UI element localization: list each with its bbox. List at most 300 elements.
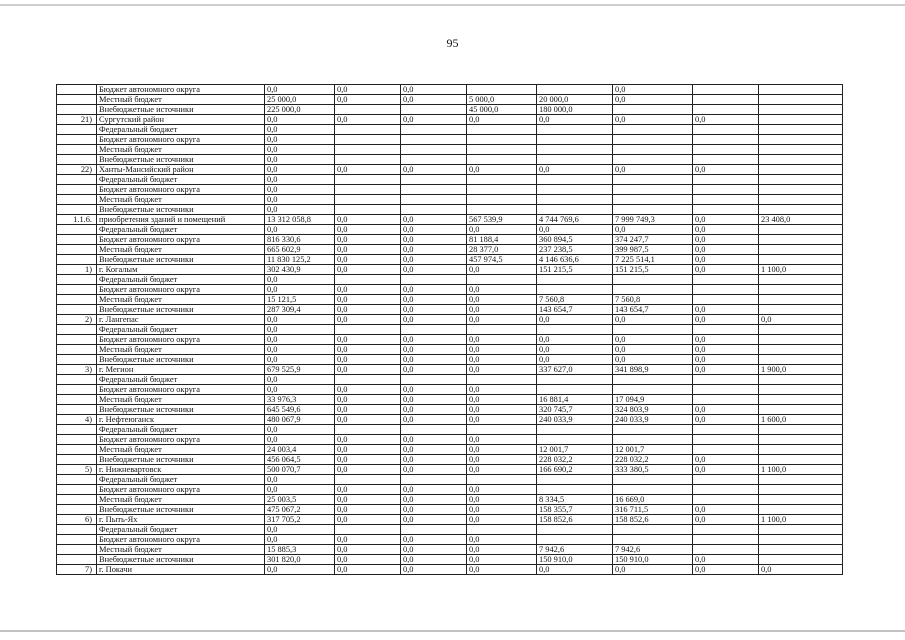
value-cell: 0,0 [335, 435, 401, 445]
value-cell [467, 135, 537, 145]
value-cell [537, 175, 613, 185]
value-cell [537, 435, 613, 445]
table-row [57, 485, 843, 495]
value-cell [613, 155, 693, 165]
value-cell [613, 485, 693, 495]
value-cell [759, 115, 843, 125]
value-cell: 0,0 [335, 395, 401, 405]
value-cell [613, 205, 693, 215]
table-row [57, 245, 843, 255]
value-cell: 1 100,0 [759, 265, 843, 275]
row-index [57, 155, 97, 165]
row-index [57, 505, 97, 515]
value-cell: 240 033,9 [537, 415, 613, 425]
value-cell: 0,0 [401, 495, 467, 505]
value-cell [759, 485, 843, 495]
value-cell [613, 525, 693, 535]
value-cell: 0,0 [467, 385, 537, 395]
value-cell: 150 910,0 [537, 555, 613, 565]
table-row [57, 395, 843, 405]
row-label: г. Когалым [97, 265, 265, 275]
value-cell: 0,0 [335, 355, 401, 365]
table-row [57, 185, 843, 195]
value-cell [335, 155, 401, 165]
table-row [57, 295, 843, 305]
value-cell: 337 627,0 [537, 365, 613, 375]
value-cell [335, 185, 401, 195]
value-cell [335, 425, 401, 435]
value-cell: 0,0 [401, 405, 467, 415]
row-index [57, 555, 97, 565]
value-cell: 0,0 [693, 255, 759, 265]
value-cell: 320 745,7 [537, 405, 613, 415]
table-row [57, 445, 843, 455]
table-row [57, 325, 843, 335]
value-cell: 158 355,7 [537, 505, 613, 515]
value-cell: 0,0 [693, 415, 759, 425]
row-index [57, 425, 97, 435]
table-row [57, 355, 843, 365]
value-cell: 0,0 [467, 365, 537, 375]
value-cell: 0,0 [693, 455, 759, 465]
value-cell: 0,0 [401, 355, 467, 365]
value-cell: 0,0 [693, 305, 759, 315]
value-cell [613, 325, 693, 335]
row-label: Федеральный бюджет [97, 375, 265, 385]
value-cell: 0,0 [335, 535, 401, 545]
value-cell: 0,0 [335, 215, 401, 225]
value-cell: 316 711,5 [613, 505, 693, 515]
value-cell: 0,0 [335, 235, 401, 245]
value-cell [537, 525, 613, 535]
value-cell: 0,0 [265, 525, 335, 535]
value-cell: 0,0 [401, 395, 467, 405]
value-cell: 1 100,0 [759, 515, 843, 525]
value-cell: 11 830 125,2 [265, 255, 335, 265]
value-cell: 0,0 [693, 355, 759, 365]
value-cell: 0,0 [693, 515, 759, 525]
row-index [57, 305, 97, 315]
table-row [57, 335, 843, 345]
value-cell [467, 525, 537, 535]
value-cell [467, 155, 537, 165]
row-label: Внебюджетные источники [97, 255, 265, 265]
row-index [57, 325, 97, 335]
value-cell [693, 155, 759, 165]
row-index [57, 445, 97, 455]
value-cell [759, 335, 843, 345]
table-row [57, 105, 843, 115]
row-label: Местный бюджет [97, 245, 265, 255]
row-label: Бюджет автономного округа [97, 185, 265, 195]
value-cell: 0,0 [265, 315, 335, 325]
value-cell [759, 355, 843, 365]
value-cell: 0,0 [613, 225, 693, 235]
value-cell: 150 910,0 [613, 555, 693, 565]
value-cell [693, 425, 759, 435]
row-index [57, 405, 97, 415]
value-cell [613, 195, 693, 205]
row-index [57, 175, 97, 185]
value-cell [537, 135, 613, 145]
table-row [57, 435, 843, 445]
value-cell: 0,0 [613, 85, 693, 95]
row-index [57, 475, 97, 485]
value-cell [759, 135, 843, 145]
value-cell [759, 125, 843, 135]
value-cell: 0,0 [693, 555, 759, 565]
value-cell: 302 430,9 [265, 265, 335, 275]
value-cell: 0,0 [335, 545, 401, 555]
value-cell: 0,0 [613, 95, 693, 105]
value-cell: 25 003,5 [265, 495, 335, 505]
table-row [57, 165, 843, 175]
row-label: г. Нефтеюганск [97, 415, 265, 425]
table-row [57, 505, 843, 515]
value-cell: 0,0 [335, 315, 401, 325]
value-cell: 0,0 [265, 155, 335, 165]
value-cell [335, 125, 401, 135]
value-cell: 1 900,0 [759, 365, 843, 375]
value-cell [693, 295, 759, 305]
table-row [57, 525, 843, 535]
value-cell [537, 195, 613, 205]
scan-bottom-edge [0, 630, 905, 632]
value-cell [537, 375, 613, 385]
row-label: Федеральный бюджет [97, 425, 265, 435]
table-body [57, 85, 843, 575]
value-cell: 17 094,9 [613, 395, 693, 405]
table-row [57, 365, 843, 375]
value-cell [537, 285, 613, 295]
value-cell: 0,0 [265, 435, 335, 445]
value-cell [759, 225, 843, 235]
value-cell [759, 385, 843, 395]
value-cell: 0,0 [265, 195, 335, 205]
value-cell: 0,0 [537, 565, 613, 575]
value-cell: 475 067,2 [265, 505, 335, 515]
value-cell [613, 125, 693, 135]
value-cell: 0,0 [693, 215, 759, 225]
value-cell [401, 425, 467, 435]
value-cell [693, 485, 759, 495]
value-cell: 0,0 [537, 115, 613, 125]
value-cell: 81 188,4 [467, 235, 537, 245]
value-cell: 0,0 [467, 315, 537, 325]
table-row [57, 475, 843, 485]
value-cell [693, 105, 759, 115]
value-cell: 143 654,7 [537, 305, 613, 315]
row-label: Федеральный бюджет [97, 225, 265, 235]
table-row [57, 305, 843, 315]
value-cell: 0,0 [613, 355, 693, 365]
value-cell [467, 275, 537, 285]
value-cell: 0,0 [265, 165, 335, 175]
value-cell [613, 535, 693, 545]
value-cell: 0,0 [613, 115, 693, 125]
value-cell: 0,0 [401, 555, 467, 565]
value-cell: 0,0 [401, 435, 467, 445]
value-cell: 143 654,7 [613, 305, 693, 315]
value-cell: 7 942,6 [613, 545, 693, 555]
value-cell: 166 690,2 [537, 465, 613, 475]
value-cell: 0,0 [401, 505, 467, 515]
row-index [57, 455, 97, 465]
value-cell: 0,0 [401, 215, 467, 225]
row-label: Сургутский район [97, 115, 265, 125]
scan-top-edge [0, 4, 905, 6]
row-index [57, 235, 97, 245]
row-index: 6) [57, 515, 97, 525]
value-cell: 0,0 [537, 345, 613, 355]
value-cell: 0,0 [401, 115, 467, 125]
value-cell [759, 85, 843, 95]
row-index [57, 285, 97, 295]
value-cell [759, 255, 843, 265]
value-cell: 12 001,7 [613, 445, 693, 455]
row-index [57, 125, 97, 135]
value-cell [693, 205, 759, 215]
value-cell [401, 375, 467, 385]
value-cell [613, 275, 693, 285]
value-cell: 0,0 [335, 85, 401, 95]
value-cell [613, 425, 693, 435]
value-cell [759, 155, 843, 165]
row-label: Местный бюджет [97, 145, 265, 155]
row-index [57, 185, 97, 195]
value-cell [759, 95, 843, 105]
value-cell: 0,0 [401, 565, 467, 575]
value-cell [759, 455, 843, 465]
value-cell [401, 525, 467, 535]
row-index [57, 245, 97, 255]
value-cell: 151 215,5 [613, 265, 693, 275]
value-cell: 816 330,6 [265, 235, 335, 245]
row-index [57, 85, 97, 95]
value-cell: 0,0 [467, 515, 537, 525]
value-cell: 0,0 [401, 545, 467, 555]
table-row [57, 535, 843, 545]
value-cell: 0,0 [693, 365, 759, 375]
table-row [57, 115, 843, 125]
value-cell [759, 535, 843, 545]
value-cell: 15 121,5 [265, 295, 335, 305]
value-cell [335, 195, 401, 205]
page-number: 95 [446, 36, 459, 50]
value-cell [759, 345, 843, 355]
table-row [57, 85, 843, 95]
value-cell [401, 125, 467, 135]
value-cell: 0,0 [759, 565, 843, 575]
value-cell: 24 003,4 [265, 445, 335, 455]
value-cell: 0,0 [335, 485, 401, 495]
row-index: 2) [57, 315, 97, 325]
value-cell: 25 000,0 [265, 95, 335, 105]
row-label: Внебюджетные источники [97, 155, 265, 165]
row-label: г. Нижневартовск [97, 465, 265, 475]
value-cell: 0,0 [265, 475, 335, 485]
value-cell: 1 100,0 [759, 465, 843, 475]
value-cell [467, 475, 537, 485]
row-label: Бюджет автономного округа [97, 485, 265, 495]
row-label: Внебюджетные источники [97, 505, 265, 515]
row-index: 1) [57, 265, 97, 275]
value-cell: 0,0 [335, 245, 401, 255]
value-cell: 4 744 769,6 [537, 215, 613, 225]
row-index: 1.1.6. [57, 215, 97, 225]
value-cell: 0,0 [335, 455, 401, 465]
value-cell [613, 435, 693, 445]
value-cell: 0,0 [401, 305, 467, 315]
value-cell: 0,0 [335, 285, 401, 295]
value-cell: 679 525,9 [265, 365, 335, 375]
value-cell: 0,0 [335, 385, 401, 395]
value-cell: 7 560,8 [537, 295, 613, 305]
value-cell: 457 974,5 [467, 255, 537, 265]
value-cell: 0,0 [335, 495, 401, 505]
value-cell: 7 942,6 [537, 545, 613, 555]
value-cell [759, 105, 843, 115]
value-cell: 0,0 [693, 465, 759, 475]
value-cell [335, 475, 401, 485]
value-cell [467, 375, 537, 385]
value-cell: 0,0 [693, 235, 759, 245]
value-cell: 0,0 [265, 535, 335, 545]
value-cell [401, 135, 467, 145]
value-cell: 0,0 [335, 505, 401, 515]
value-cell: 0,0 [467, 395, 537, 405]
value-cell: 0,0 [613, 345, 693, 355]
value-cell: 0,0 [265, 325, 335, 335]
value-cell [759, 145, 843, 155]
value-cell: 0,0 [467, 435, 537, 445]
value-cell [537, 185, 613, 195]
value-cell [613, 135, 693, 145]
value-cell: 0,0 [693, 405, 759, 415]
value-cell [467, 425, 537, 435]
row-index [57, 275, 97, 285]
value-cell [693, 285, 759, 295]
value-cell: 0,0 [265, 335, 335, 345]
value-cell: 0,0 [467, 455, 537, 465]
value-cell [613, 475, 693, 485]
value-cell: 0,0 [467, 555, 537, 565]
value-cell [759, 195, 843, 205]
row-index [57, 525, 97, 535]
table-row [57, 405, 843, 415]
value-cell [401, 105, 467, 115]
value-cell: 0,0 [401, 265, 467, 275]
table-row [57, 515, 843, 525]
value-cell [693, 375, 759, 385]
row-index [57, 545, 97, 555]
value-cell: 0,0 [613, 565, 693, 575]
value-cell [537, 325, 613, 335]
value-cell: 0,0 [467, 445, 537, 455]
value-cell [335, 105, 401, 115]
value-cell: 0,0 [335, 335, 401, 345]
value-cell: 645 549,6 [265, 405, 335, 415]
row-label: Местный бюджет [97, 95, 265, 105]
table-row [57, 215, 843, 225]
value-cell: 0,0 [693, 505, 759, 515]
table-row [57, 235, 843, 245]
value-cell [693, 435, 759, 445]
value-cell: 228 032,2 [613, 455, 693, 465]
table-row [57, 285, 843, 295]
row-label: г. Лангепас [97, 315, 265, 325]
value-cell: 0,0 [613, 335, 693, 345]
row-index [57, 395, 97, 405]
row-label: г. Покачи [97, 565, 265, 575]
row-label: Бюджет автономного округа [97, 235, 265, 245]
value-cell [401, 275, 467, 285]
value-cell [537, 155, 613, 165]
row-label: приобретения зданий и помещений [97, 215, 265, 225]
row-index [57, 385, 97, 395]
row-label: Местный бюджет [97, 345, 265, 355]
value-cell [759, 245, 843, 255]
value-cell: 0,0 [467, 535, 537, 545]
value-cell [693, 495, 759, 505]
value-cell: 0,0 [693, 565, 759, 575]
value-cell [693, 395, 759, 405]
row-label: Бюджет автономного округа [97, 335, 265, 345]
value-cell: 0,0 [467, 165, 537, 175]
value-cell [693, 475, 759, 485]
value-cell [759, 425, 843, 435]
value-cell [401, 475, 467, 485]
value-cell: 0,0 [613, 165, 693, 175]
value-cell [759, 475, 843, 485]
value-cell: 0,0 [335, 555, 401, 565]
value-cell: 0,0 [401, 245, 467, 255]
table-row [57, 415, 843, 425]
value-cell [759, 325, 843, 335]
value-cell: 665 602,9 [265, 245, 335, 255]
value-cell: 0,0 [401, 365, 467, 375]
value-cell [537, 535, 613, 545]
value-cell: 0,0 [467, 335, 537, 345]
row-index: 7) [57, 565, 97, 575]
value-cell [401, 155, 467, 165]
value-cell: 0,0 [467, 285, 537, 295]
value-cell [537, 275, 613, 285]
row-label: Бюджет автономного округа [97, 135, 265, 145]
row-label: г. Пыть-Ях [97, 515, 265, 525]
value-cell [467, 185, 537, 195]
value-cell [467, 205, 537, 215]
value-cell: 16 669,0 [613, 495, 693, 505]
value-cell: 0,0 [401, 455, 467, 465]
value-cell: 0,0 [401, 255, 467, 265]
value-cell: 5 000,0 [467, 95, 537, 105]
value-cell [335, 205, 401, 215]
row-index [57, 535, 97, 545]
row-index [57, 485, 97, 495]
budget-table [56, 84, 843, 575]
table-row [57, 465, 843, 475]
row-label: г. Мегион [97, 365, 265, 375]
value-cell [759, 545, 843, 555]
value-cell [401, 325, 467, 335]
value-cell: 0,0 [537, 335, 613, 345]
value-cell [759, 185, 843, 195]
value-cell: 0,0 [467, 545, 537, 555]
value-cell [693, 185, 759, 195]
value-cell: 4 146 636,6 [537, 255, 613, 265]
value-cell: 374 247,7 [613, 235, 693, 245]
